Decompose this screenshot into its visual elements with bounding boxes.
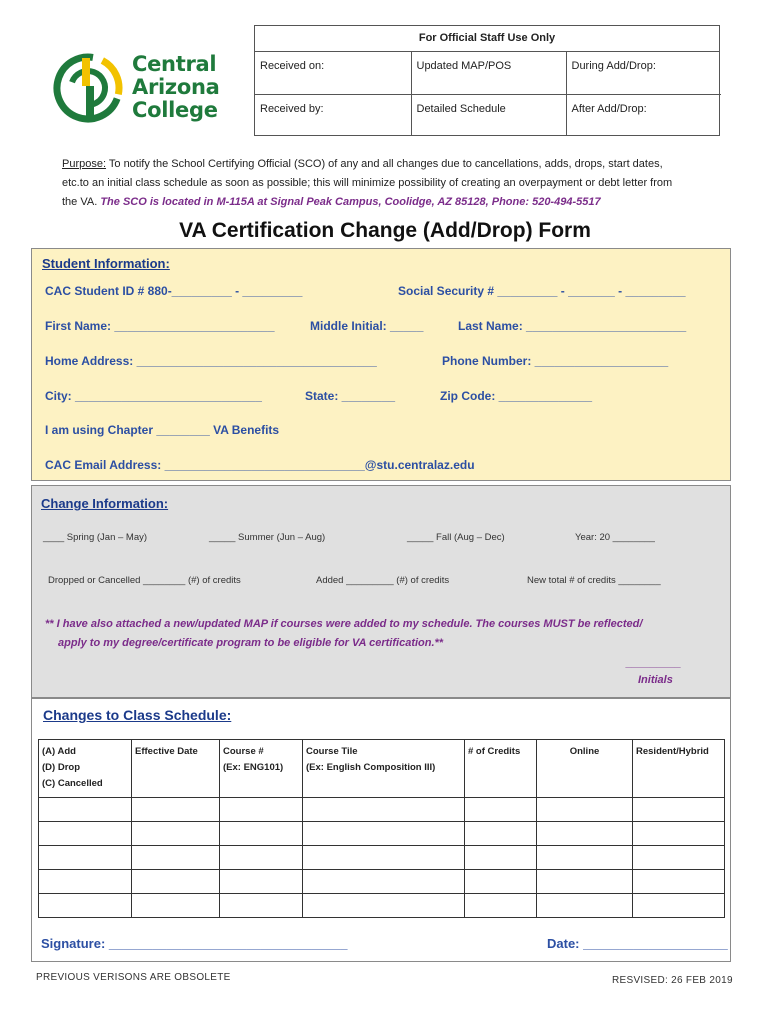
col-resident-hybrid-header: Resident/Hybrid: [633, 740, 725, 798]
ssn-field[interactable]: Social Security # _________ - _______ - _________: [398, 284, 686, 298]
after-add-drop-field[interactable]: After Add/Drop:: [571, 102, 647, 115]
table-cell[interactable]: [220, 798, 303, 822]
schedule-heading: Changes to Class Schedule:: [43, 707, 232, 723]
received-by-field[interactable]: Received by:: [255, 94, 411, 136]
detailed-schedule-field[interactable]: Detailed Schedule: [411, 94, 566, 136]
va-chapter-field[interactable]: I am using Chapter ________ VA Benefits: [45, 423, 280, 437]
signature-field[interactable]: Signature: _________________________________: [41, 936, 348, 951]
table-cell[interactable]: [303, 870, 465, 894]
logo-text-line2: Arizona: [132, 75, 220, 99]
table-cell[interactable]: [39, 846, 132, 870]
table-cell[interactable]: [633, 894, 725, 918]
table-cell[interactable]: [465, 894, 537, 918]
table-cell[interactable]: [132, 846, 220, 870]
state-field[interactable]: State: ________: [305, 389, 396, 403]
phone-number-field[interactable]: Phone Number: ____________________: [442, 354, 669, 368]
cac-email-field[interactable]: CAC Email Address: ______________________________@stu.centralaz.edu: [45, 458, 475, 472]
table-cell[interactable]: [220, 822, 303, 846]
student-id-field[interactable]: CAC Student ID # 880-_________ - _________: [45, 284, 303, 298]
student-info-heading: Student Information:: [42, 256, 170, 271]
logo-text-line3: College: [132, 98, 218, 122]
table-row: [39, 870, 725, 894]
obsolete-notice: PREVIOUS VERISONS ARE OBSOLETE: [36, 972, 231, 983]
table-cell[interactable]: [633, 846, 725, 870]
home-address-field[interactable]: Home Address: ____________________________________: [45, 354, 377, 368]
table-cell[interactable]: [220, 870, 303, 894]
map-note-line-2: apply to my degree/certificate program to be eligible for VA certification.**: [58, 637, 444, 649]
table-cell[interactable]: [633, 870, 725, 894]
sco-location: The SCO is located in M-115A at Signal Peak Campus, Coolidge, AZ 85128, Phone: 520-494-5517: [100, 196, 601, 208]
table-cell[interactable]: [220, 846, 303, 870]
logo-text-line1: Central: [132, 52, 217, 76]
fall-term-option[interactable]: _____ Fall (Aug – Dec): [407, 532, 505, 543]
table-cell[interactable]: [132, 870, 220, 894]
form-title: VA Certification Change (Add/Drop) Form: [179, 219, 591, 242]
zip-code-field[interactable]: Zip Code: ______________: [440, 389, 593, 403]
map-note-line-1: ** I have also attached a new/updated MAP if courses were added to my schedule. The courses MUST be reflected/: [45, 618, 643, 630]
purpose-text-2: etc.to an initial class schedule as soon as possible; this will minimize possibility of creating an overpayment or debt letter from: [62, 177, 673, 189]
college-logo: [52, 50, 232, 130]
col-effective-date-header: Effective Date: [132, 740, 220, 798]
table-cell[interactable]: [537, 798, 633, 822]
schedule-table: [38, 739, 725, 918]
staff-use-box: [254, 25, 720, 136]
middle-initial-field[interactable]: Middle Initial: _____: [310, 319, 424, 333]
during-add-drop-field[interactable]: During Add/Drop:: [566, 52, 721, 94]
table-cell[interactable]: [132, 798, 220, 822]
table-cell[interactable]: [465, 822, 537, 846]
table-cell[interactable]: [465, 870, 537, 894]
table-cell[interactable]: [39, 822, 132, 846]
table-cell[interactable]: [39, 894, 132, 918]
table-cell[interactable]: [303, 894, 465, 918]
date-field[interactable]: Date: ____________________: [547, 936, 728, 951]
table-cell[interactable]: [537, 846, 633, 870]
col-online-header: Online: [537, 740, 633, 798]
dropped-credits-field[interactable]: Dropped or Cancelled ________ (#) of credits: [48, 575, 241, 586]
received-on-field[interactable]: Received on:: [255, 52, 411, 94]
table-cell[interactable]: [465, 846, 537, 870]
table-cell[interactable]: [303, 822, 465, 846]
table-cell[interactable]: [633, 798, 725, 822]
initials-line[interactable]: _________: [626, 657, 682, 669]
table-cell[interactable]: [220, 894, 303, 918]
table-cell[interactable]: [132, 894, 220, 918]
first-name-field[interactable]: First Name: ________________________: [45, 319, 275, 333]
table-cell[interactable]: [39, 798, 132, 822]
col-action-header: (A) Add (D) Drop (C) Cancelled: [39, 740, 132, 798]
added-credits-field[interactable]: Added _________ (#) of credits: [316, 575, 450, 586]
change-information-section: [31, 485, 731, 698]
summer-term-option[interactable]: _____ Summer (Jun – Aug): [209, 532, 326, 543]
year-field[interactable]: Year: 20 ________: [575, 532, 655, 543]
table-row: [39, 798, 725, 822]
new-total-credits-field[interactable]: New total # of credits ________: [527, 575, 661, 586]
table-row: [39, 894, 725, 918]
city-field[interactable]: City: ____________________________: [45, 389, 262, 403]
change-info-heading: Change Information:: [41, 496, 169, 511]
table-cell[interactable]: [537, 822, 633, 846]
schedule-header-row: [39, 740, 725, 798]
college-emblem-icon: [52, 52, 124, 124]
purpose-text-1: To notify the School Certifying Official (SCO) of any and all changes due to cancellations, adds, drops, start dates,: [106, 158, 663, 170]
table-cell[interactable]: [132, 822, 220, 846]
col-course-title-header: Course Tile (Ex: English Composition III): [303, 740, 465, 798]
table-cell[interactable]: [303, 846, 465, 870]
table-cell[interactable]: [537, 870, 633, 894]
col-credits-header: # of Credits: [465, 740, 537, 798]
staff-box-header: For Official Staff Use Only: [255, 26, 719, 52]
table-cell[interactable]: [537, 894, 633, 918]
table-cell[interactable]: [303, 798, 465, 822]
updated-map-field[interactable]: Updated MAP/POS: [411, 52, 566, 94]
student-information-section: [31, 248, 731, 481]
purpose-text-3: the VA.: [62, 196, 101, 208]
table-row: [39, 822, 725, 846]
last-name-field[interactable]: Last Name: ________________________: [458, 319, 687, 333]
table-cell[interactable]: [39, 870, 132, 894]
col-course-number-header: Course # (Ex: ENG101): [220, 740, 303, 798]
class-schedule-section: [31, 698, 731, 962]
spring-term-option[interactable]: ____ Spring (Jan – May): [43, 532, 148, 543]
table-cell[interactable]: [465, 798, 537, 822]
purpose-label: Purpose:: [62, 158, 107, 170]
table-row: [39, 846, 725, 870]
revised-date: RESVISED: 26 FEB 2019: [612, 975, 733, 986]
table-cell[interactable]: [633, 822, 725, 846]
purpose-paragraph: [62, 155, 722, 212]
initials-label: Initials: [638, 674, 673, 686]
